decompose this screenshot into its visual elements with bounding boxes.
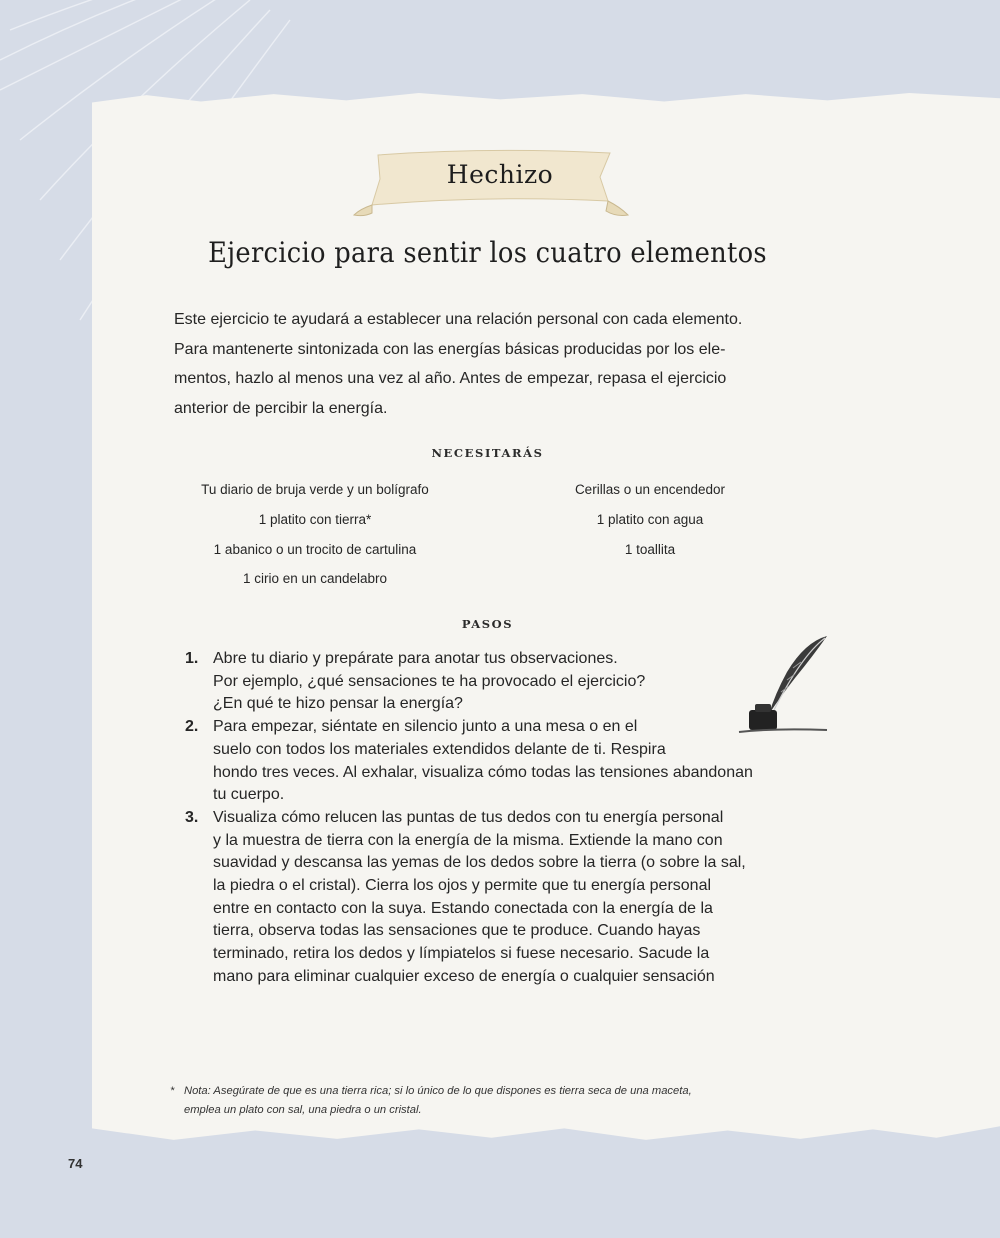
footnote-line: emplea un plato con sal, una piedra o un cristal. (184, 1104, 422, 1116)
materials-heading: NECESITARÁS (431, 446, 544, 460)
step-item (185, 648, 825, 716)
step-number: 3. (185, 808, 199, 826)
steps-list (185, 648, 825, 989)
material-item: Cerillas o un encendedor (574, 482, 726, 497)
material-item: Tu diario de bruja verde y un bolígrafo (201, 482, 429, 497)
intro-line: Para mantenerte sintonizada con las energías básicas producidas por los ele- (174, 340, 726, 358)
material-item: 1 platito con agua (596, 511, 704, 527)
step-line: suelo con todos los materiales extendidos delante de ti. Respira (213, 740, 666, 758)
page-number: 74 (68, 1156, 83, 1171)
step-line: mano para eliminar cualquier exceso de energía o cualquier sensación (213, 967, 715, 985)
step-line: tierra, observa todas las sensaciones que te produce. Cuando hayas (213, 922, 701, 940)
step-line: Visualiza cómo relucen las puntas de tus dedos con tu energía personal (213, 808, 724, 826)
material-item: 1 toallita (624, 541, 676, 557)
step-line: y la muestra de tierra con la energía de la misma. Extiende la mano con (213, 831, 723, 849)
step-line: entre en contacto con la suya. Estando conectada con la energía de la (213, 899, 713, 917)
steps-heading: PASOS (461, 617, 514, 631)
step-line: ¿En qué te hizo pensar la energía? (213, 695, 463, 713)
materials-list-right (530, 480, 770, 569)
step-item (185, 807, 825, 989)
material-item: 1 cirio en un candelabro (242, 571, 388, 587)
step-number: 2. (185, 718, 199, 736)
step-line: suavidad y descansa las yemas de los dedos sobre la tierra (o sobre la sal, (213, 854, 746, 872)
step-line: la piedra o el cristal). Cierra los ojos y permite que tu energía personal (213, 877, 712, 895)
banner-label: Hechizo (446, 160, 554, 189)
step-item (185, 716, 825, 807)
quill-inkwell-icon (735, 632, 831, 738)
footnote-line: Nota: Asegúrate de que es una tierra rica; si lo único de lo que dispones es tierra seca de una maceta, (184, 1085, 692, 1097)
step-number: 1. (185, 650, 199, 667)
step-line: terminado, retira los dedos y límpiatelos si fuese necesario. Sacude la (213, 945, 710, 963)
step-line: Abre tu diario y prepárate para anotar tus observaciones. (213, 650, 618, 667)
intro-line: mentos, hazlo al menos una vez al año. Antes de empezar, repasa el ejercicio (174, 370, 727, 387)
intro-paragraph (174, 305, 814, 423)
intro-line: anterior de percibir la energía. (174, 399, 388, 417)
materials-list-left (160, 480, 470, 599)
material-item: 1 abanico o un trocito de cartulina (213, 541, 417, 557)
footnote-marker: * (170, 1085, 175, 1097)
step-line: Para empezar, siéntate en silencio junto a una mesa o en el (213, 718, 638, 736)
step-line: Por ejemplo, ¿qué sensaciones te ha provocado el ejercicio? (213, 672, 646, 690)
step-line: hondo tres veces. Al exhalar, visualiza cómo todas las tensiones abandonan (213, 763, 753, 781)
material-item: 1 platito con tierra* (258, 511, 372, 527)
footnote (170, 1082, 830, 1120)
page-title: Ejercicio para sentir los cuatro elementos (208, 236, 767, 269)
intro-line: Este ejercicio te ayudará a establecer una relación personal con cada elemento. (174, 311, 743, 328)
step-line: tu cuerpo. (213, 786, 285, 804)
